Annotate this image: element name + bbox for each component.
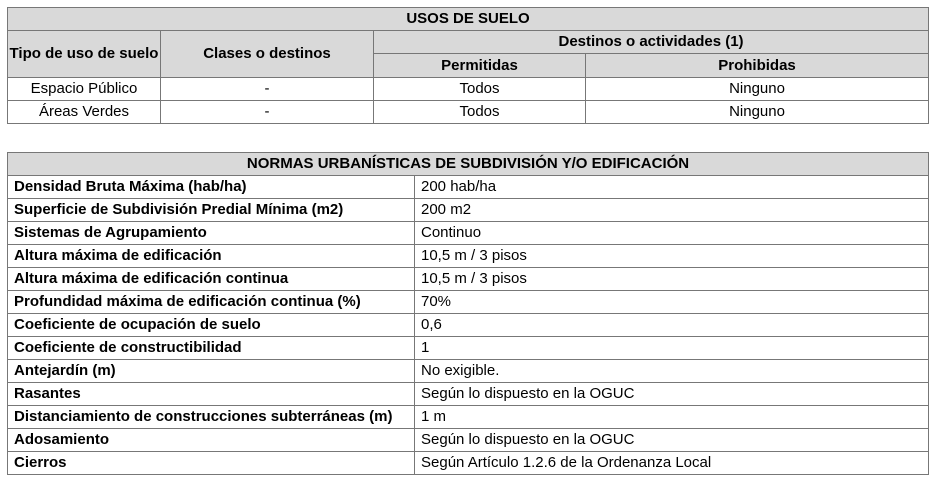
norm-value: Según lo dispuesto en la OGUC: [415, 383, 929, 406]
norm-value: 1: [415, 337, 929, 360]
cell-clases: -: [161, 101, 374, 124]
norm-label: Altura máxima de edificación: [8, 245, 415, 268]
norm-label: Distanciamiento de construcciones subterráneas (m): [8, 406, 415, 429]
table-row: [8, 337, 929, 360]
usos-de-suelo-table: [7, 7, 929, 124]
cell-tipo: Áreas Verdes: [8, 101, 161, 124]
norm-label: Rasantes: [8, 383, 415, 406]
norm-label: Adosamiento: [8, 429, 415, 452]
col-header-prohibidas: Prohibidas: [586, 54, 929, 78]
norm-label: Coeficiente de constructibilidad: [8, 337, 415, 360]
table-row: [8, 245, 929, 268]
norm-value: Continuo: [415, 222, 929, 245]
table-row: [8, 268, 929, 291]
norm-value: 70%: [415, 291, 929, 314]
norm-value: 200 m2: [415, 199, 929, 222]
norm-label: Superficie de Subdivisión Predial Mínima (m2): [8, 199, 415, 222]
norm-value: 10,5 m / 3 pisos: [415, 245, 929, 268]
col-header-tipo: Tipo de uso de suelo: [8, 31, 161, 78]
table-row: [8, 291, 929, 314]
col-header-permitidas: Permitidas: [374, 54, 586, 78]
table-row: [8, 406, 929, 429]
norm-label: Antejardín (m): [8, 360, 415, 383]
norm-value: 1 m: [415, 406, 929, 429]
normas-title: NORMAS URBANÍSTICAS DE SUBDIVISIÓN Y/O EDIFICACIÓN: [8, 153, 929, 176]
norm-value: No exigible.: [415, 360, 929, 383]
table-row: [8, 383, 929, 406]
table-row: [8, 429, 929, 452]
table-row: [8, 314, 929, 337]
norm-value: 10,5 m / 3 pisos: [415, 268, 929, 291]
norm-label: Altura máxima de edificación continua: [8, 268, 415, 291]
norm-value: 200 hab/ha: [415, 176, 929, 199]
cell-permitidas: Todos: [374, 101, 586, 124]
cell-tipo: Espacio Público: [8, 78, 161, 101]
cell-prohibidas: Ninguno: [586, 78, 929, 101]
norm-value: Según lo dispuesto en la OGUC: [415, 429, 929, 452]
normas-table: [7, 152, 929, 475]
norm-label: Densidad Bruta Máxima (hab/ha): [8, 176, 415, 199]
table-row: [8, 199, 929, 222]
table-row: [8, 78, 929, 101]
cell-permitidas: Todos: [374, 78, 586, 101]
cell-prohibidas: Ninguno: [586, 101, 929, 124]
norm-label: Coeficiente de ocupación de suelo: [8, 314, 415, 337]
table-row: [8, 360, 929, 383]
norm-value: 0,6: [415, 314, 929, 337]
norm-label: Cierros: [8, 452, 415, 475]
col-header-destinos: Destinos o actividades (1): [374, 31, 929, 54]
table-row: [8, 452, 929, 475]
usos-title: USOS DE SUELO: [8, 8, 929, 31]
table-row: [8, 101, 929, 124]
norm-label: Profundidad máxima de edificación continua (%): [8, 291, 415, 314]
table-row: [8, 176, 929, 199]
col-header-clases: Clases o destinos: [161, 31, 374, 78]
norm-label: Sistemas de Agrupamiento: [8, 222, 415, 245]
cell-clases: -: [161, 78, 374, 101]
norm-value: Según Artículo 1.2.6 de la Ordenanza Local: [415, 452, 929, 475]
table-row: [8, 222, 929, 245]
